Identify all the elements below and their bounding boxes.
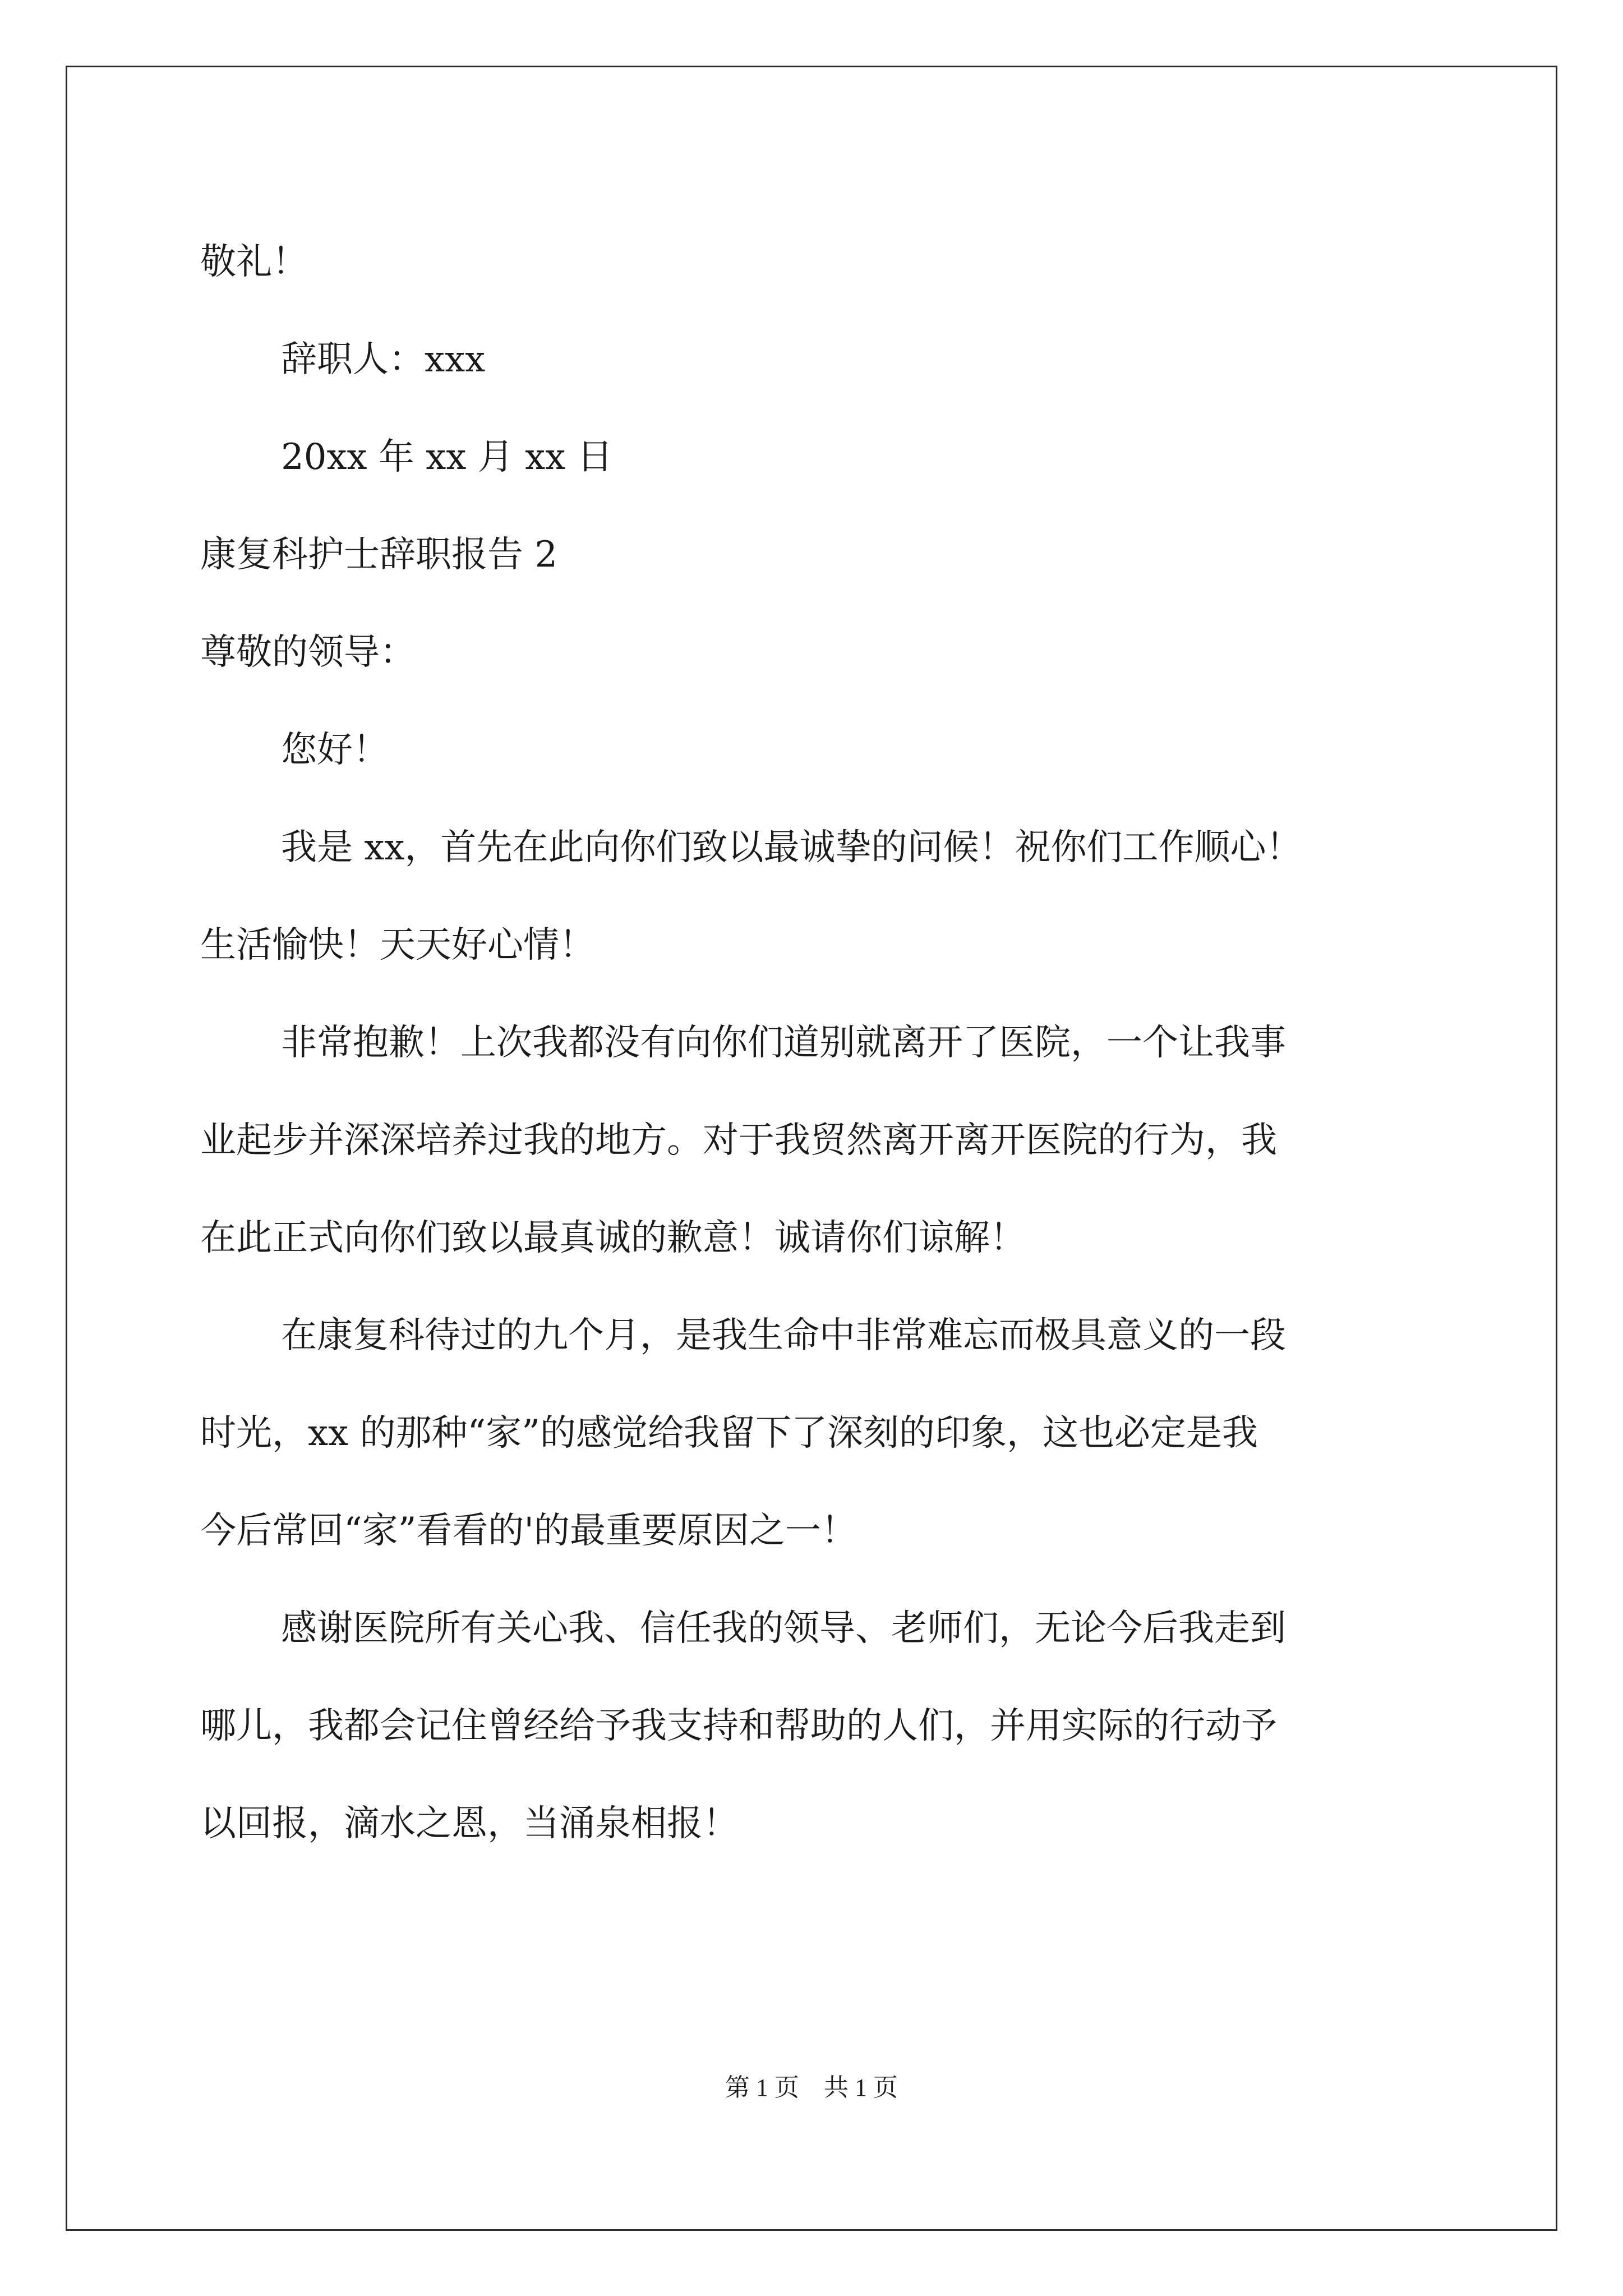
paragraph-line: 在此正式向你们致以最真诚的歉意！诚请你们谅解！ <box>200 1217 1026 1259</box>
hello-line: 您好！ <box>281 729 389 771</box>
signer-line: 辞职人：xxx <box>281 339 486 380</box>
page-number-footer: 第 1 页 共 1 页 <box>725 2074 898 2101</box>
paragraph-line: 在康复科待过的九个月，是我生命中非常难忘而极具意义的一段 <box>281 1315 1286 1356</box>
paragraph-line: 今后常回“家”看看的'的最重要原因之一！ <box>200 1510 857 1552</box>
report-title: 康复科护士辞职报告 2 <box>200 534 558 576</box>
document-body <box>200 213 1434 1872</box>
paragraph-line: 我是 xx，首先在此向你们致以最诚挚的问候！祝你们工作顺心！ <box>281 827 1302 868</box>
paragraph-line: 业起步并深深培养过我的地方。对于我贸然离开离开医院的行为，我 <box>200 1120 1277 1161</box>
date-line: 20xx 年 xx 月 xx 日 <box>281 436 613 478</box>
paragraph-line: 哪儿，我都会记住曾经给予我支持和帮助的人们，并用实际的行动予 <box>200 1705 1277 1747</box>
closing-salutation: 敬礼！ <box>200 241 308 283</box>
greeting-line: 尊敬的领导： <box>200 632 416 673</box>
paragraph-line: 感谢医院所有关心我、信任我的领导、老师们，无论今后我走到 <box>281 1608 1286 1649</box>
paragraph-line: 时光，xx 的那种“家”的感觉给我留下了深刻的印象，这也必定是我 <box>200 1412 1258 1454</box>
paragraph-line: 非常抱歉！上次我都没有向你们道别就离开了医院，一个让我事 <box>281 1022 1286 1064</box>
paragraph-line: 以回报，滴水之恩，当涌泉相报！ <box>200 1803 739 1844</box>
paragraph-line: 生活愉快！天天好心情！ <box>200 924 595 966</box>
